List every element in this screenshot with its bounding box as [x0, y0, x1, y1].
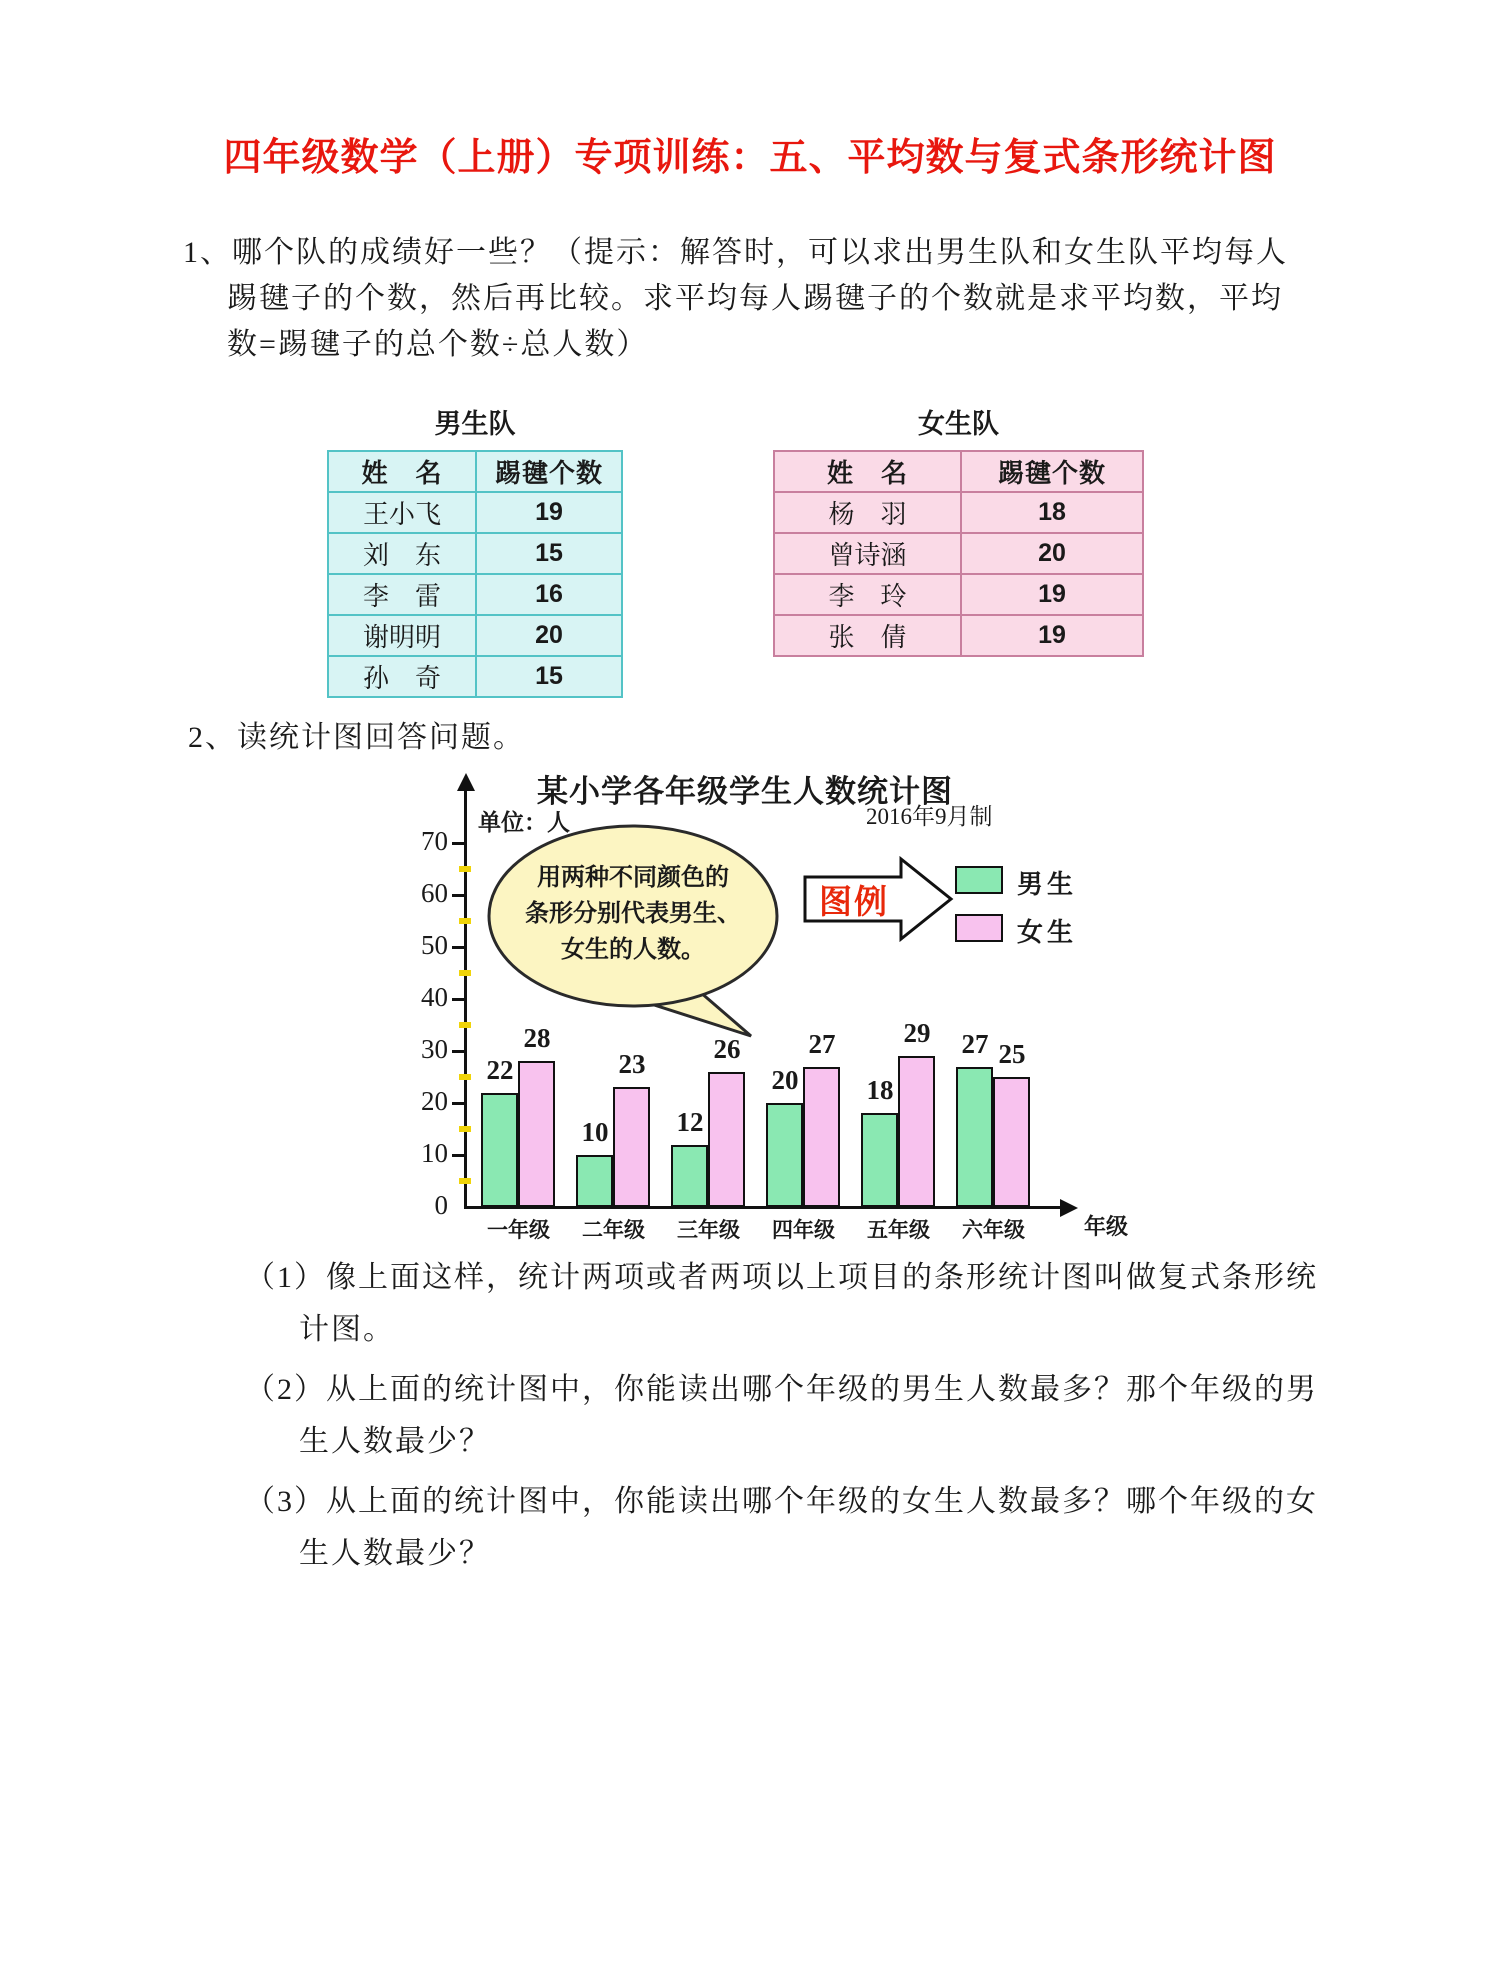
score-cell: 19: [476, 492, 622, 533]
y-tick-minor: [459, 1178, 471, 1184]
y-tick-major: [452, 998, 464, 1001]
table-row: [328, 615, 622, 656]
chart-title: 某小学各年级学生人数统计图: [537, 774, 953, 809]
y-tick-label: 0: [434, 1190, 448, 1220]
girls-score-table: [773, 450, 1144, 657]
name-cell: 杨 羽: [774, 492, 961, 533]
legend: [955, 860, 1135, 956]
bar-value-label: 27: [808, 1029, 836, 1059]
score-cell: 20: [961, 533, 1143, 574]
male-bar: [576, 1155, 613, 1207]
male-legend-label: 男生: [1017, 870, 1078, 899]
bar-value-label: 12: [676, 1107, 704, 1137]
y-tick-major: [452, 1102, 464, 1105]
girls-table-title: 女生队: [918, 409, 999, 439]
table-row: [774, 615, 1143, 656]
callout-text: [505, 860, 761, 968]
x-axis-label: 年级: [1084, 1214, 1129, 1239]
bar-value-label: 29: [903, 1018, 931, 1048]
category-label: 四年级: [772, 1218, 835, 1242]
table-row: [774, 492, 1143, 533]
x-axis-arrow-icon: [1060, 1199, 1078, 1217]
sub-question-2-line-2: 生人数最少？: [299, 1425, 491, 1458]
name-cell: 刘 东: [328, 533, 476, 574]
name-cell: 谢明明: [328, 615, 476, 656]
score-cell: 19: [961, 615, 1143, 656]
female-legend-swatch: [955, 914, 1003, 942]
boys-table-title: 男生队: [434, 409, 516, 439]
female-legend-label: 女生: [1017, 918, 1078, 947]
female-bar: [898, 1056, 935, 1207]
y-tick-minor: [459, 866, 471, 872]
y-tick-major: [452, 946, 464, 949]
question-1-line-3: 数=踢毽子的总个数÷总人数）: [227, 328, 649, 361]
sub-question-3: [245, 1476, 1435, 1580]
score-cell: 18: [961, 492, 1143, 533]
y-tick-major: [452, 894, 464, 897]
chart-date-label: 2016年9月制: [866, 804, 993, 829]
table-row: [328, 656, 622, 697]
question-2: 2、读统计图回答问题。: [188, 721, 525, 754]
bar-value-label: 26: [713, 1034, 741, 1064]
category-label: 二年级: [582, 1218, 645, 1242]
bar-value-label: 18: [866, 1075, 894, 1105]
bar-value-label: 28: [523, 1023, 551, 1053]
sub-question-2: [245, 1364, 1435, 1468]
male-bar: [766, 1103, 803, 1207]
table-row: [328, 492, 622, 533]
male-bar: [861, 1113, 898, 1207]
sub-question-2-line-1: （2）从上面的统计图中，你能读出哪个年级的男生人数最多？那个年级的男: [245, 1373, 1318, 1406]
header-cell: 踢毽个数: [476, 451, 622, 492]
y-tick-minor: [459, 970, 471, 976]
question-1-line-2: 踢毽子的个数，然后再比较。求平均每人踢毽子的个数就是求平均数，平均: [227, 282, 1283, 315]
bar-value-label: 20: [771, 1065, 799, 1095]
female-bar: [518, 1061, 555, 1207]
y-tick-label: 70: [421, 826, 448, 856]
category-label: 三年级: [677, 1218, 740, 1242]
table-row: [328, 533, 622, 574]
female-bar: [613, 1087, 650, 1207]
sub-question-1-line-1: （1）像上面这样，统计两项或者两项以上项目的条形统计图叫做复式条形统: [245, 1261, 1318, 1294]
male-legend-swatch: [955, 866, 1003, 894]
callout-line-1: 用两种不同颜色的: [537, 865, 729, 891]
name-cell: 李 雷: [328, 574, 476, 615]
table-row: [328, 574, 622, 615]
y-tick-label: 10: [421, 1138, 448, 1168]
category-label: 一年级: [487, 1218, 550, 1242]
callout-line-2: 条形分别代表男生、: [525, 901, 741, 927]
y-tick-label: 20: [421, 1086, 448, 1116]
y-tick-label: 50: [421, 930, 448, 960]
header-cell: 踢毽个数: [961, 451, 1143, 492]
bar-value-label: 27: [961, 1029, 989, 1059]
question-1-line-1: 1、哪个队的成绩好一些？（提示：解答时，可以求出男生队和女生队平均每人: [183, 236, 1288, 269]
male-bar: [481, 1093, 518, 1207]
score-cell: 16: [476, 574, 622, 615]
y-axis-arrow-icon: [457, 773, 475, 791]
score-cell: 15: [476, 656, 622, 697]
male-bar: [671, 1145, 708, 1207]
header-cell: 姓 名: [328, 451, 476, 492]
bar-value-label: 22: [486, 1055, 514, 1085]
name-cell: 张 倩: [774, 615, 961, 656]
score-cell: 15: [476, 533, 622, 574]
callout-line-3: 女生的人数。: [561, 937, 705, 963]
y-tick-major: [452, 1050, 464, 1053]
sub-question-1: [245, 1252, 1435, 1356]
header-cell: 姓 名: [774, 451, 961, 492]
y-tick-label: 40: [421, 982, 448, 1012]
callout-bubble: [483, 820, 798, 1040]
page-title: 四年级数学（上册）专项训练：五、平均数与复式条形统计图: [223, 137, 1277, 179]
bar-value-label: 23: [618, 1049, 646, 1079]
male-bar: [956, 1067, 993, 1207]
chart-unit-label: 单位：人: [478, 810, 570, 835]
name-cell: 孙 奇: [328, 656, 476, 697]
y-tick-minor: [459, 918, 471, 924]
name-cell: 李 玲: [774, 574, 961, 615]
bar-value-label: 10: [581, 1117, 609, 1147]
name-cell: 曾诗涵: [774, 533, 961, 574]
boys-score-table: [327, 450, 623, 698]
question-1: [183, 230, 1373, 368]
category-label: 五年级: [867, 1218, 930, 1242]
score-cell: 20: [476, 615, 622, 656]
legend-row-female: [955, 908, 1135, 956]
y-tick-label: 60: [421, 878, 448, 908]
sub-question-1-line-2: 计图。: [299, 1313, 395, 1346]
bar-value-label: 25: [998, 1039, 1026, 1069]
female-bar: [708, 1072, 745, 1207]
category-label: 六年级: [962, 1218, 1025, 1242]
table-header-row: [774, 451, 1143, 492]
y-tick-major: [452, 1154, 464, 1157]
female-bar: [993, 1077, 1030, 1207]
table-row: [774, 533, 1143, 574]
female-bar: [803, 1067, 840, 1207]
y-tick-major: [452, 842, 464, 845]
y-axis: [464, 790, 467, 1208]
bar-chart: [300, 748, 1420, 1273]
y-tick-minor: [459, 1126, 471, 1132]
legend-title: 图例: [819, 885, 889, 921]
legend-row-male: [955, 860, 1135, 908]
y-tick-minor: [459, 1022, 471, 1028]
name-cell: 王小飞: [328, 492, 476, 533]
table-row: [774, 574, 1143, 615]
y-tick-label: 30: [421, 1034, 448, 1064]
sub-question-3-line-2: 生人数最少？: [299, 1537, 491, 1570]
score-cell: 19: [961, 574, 1143, 615]
sub-question-3-line-1: （3）从上面的统计图中，你能读出哪个年级的女生人数最多？哪个年级的女: [245, 1485, 1318, 1518]
table-header-row: [328, 451, 622, 492]
legend-arrow: [803, 856, 955, 942]
